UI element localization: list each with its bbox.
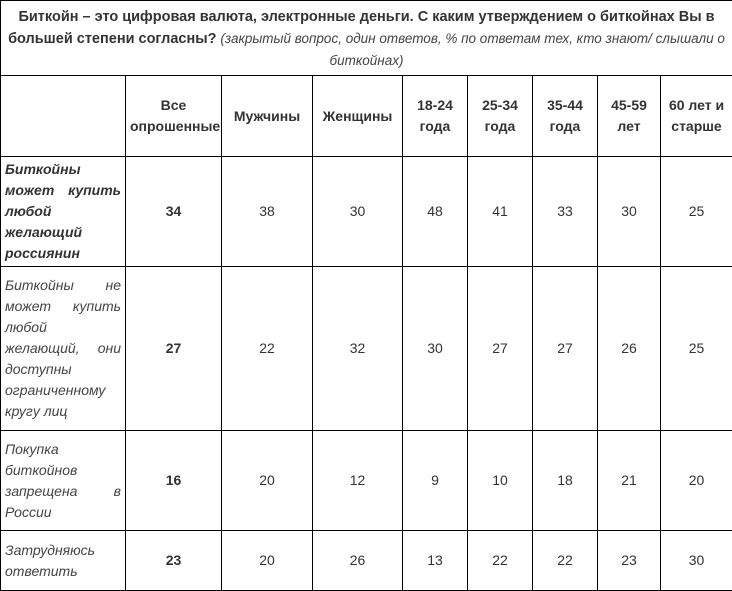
header-age-35-44: 35-44 года bbox=[533, 76, 598, 157]
cell-all: 23 bbox=[126, 531, 222, 591]
cell-all: 16 bbox=[126, 431, 222, 531]
cell-45-59: 30 bbox=[598, 157, 661, 267]
row-label: Биткойны может купить любой желающий россиянин bbox=[1, 157, 126, 267]
table-row bbox=[1, 267, 732, 431]
cell-men: 20 bbox=[222, 431, 313, 531]
cell-all: 34 bbox=[126, 157, 222, 267]
header-age-60-plus: 60 лет и старше bbox=[661, 76, 732, 157]
row-label: Покупка биткойнов запрещена в России bbox=[1, 431, 126, 531]
header-age-45-59: 45-59 лет bbox=[598, 76, 661, 157]
cell-women: 30 bbox=[313, 157, 403, 267]
title-row bbox=[1, 1, 732, 76]
header-age-18-24: 18-24 года bbox=[403, 76, 468, 157]
cell-45-59: 21 bbox=[598, 431, 661, 531]
cell-men: 22 bbox=[222, 267, 313, 431]
cell-60-plus: 25 bbox=[661, 267, 732, 431]
cell-18-24: 9 bbox=[403, 431, 468, 531]
cell-women: 32 bbox=[313, 267, 403, 431]
cell-60-plus: 30 bbox=[661, 531, 732, 591]
cell-45-59: 26 bbox=[598, 267, 661, 431]
header-women: Женщины bbox=[313, 76, 403, 157]
cell-35-44: 22 bbox=[533, 531, 598, 591]
cell-women: 26 bbox=[313, 531, 403, 591]
cell-25-34: 27 bbox=[468, 267, 533, 431]
table-row bbox=[1, 431, 732, 531]
cell-25-34: 41 bbox=[468, 157, 533, 267]
row-label: Биткойны не может купить любой желающий, они доступны ограниченному кругу лиц bbox=[1, 267, 126, 431]
cell-18-24: 30 bbox=[403, 267, 468, 431]
cell-18-24: 48 bbox=[403, 157, 468, 267]
cell-60-plus: 25 bbox=[661, 157, 732, 267]
cell-35-44: 18 bbox=[533, 431, 598, 531]
cell-45-59: 23 bbox=[598, 531, 661, 591]
cell-25-34: 10 bbox=[468, 431, 533, 531]
table-row bbox=[1, 157, 732, 267]
cell-men: 38 bbox=[222, 157, 313, 267]
cell-all: 27 bbox=[126, 267, 222, 431]
title-question: Биткойн – это цифровая валюта, электронные деньги. С каким утверждением о биткойнах Вы в большей степени согласны? bbox=[8, 9, 714, 47]
header-men: Мужчины bbox=[222, 76, 313, 157]
header-all-respondents: Все опрошенные bbox=[126, 76, 222, 157]
title-note: (закрытый вопрос, один ответов, % по ответам тех, кто знают/ слышали о биткойнах) bbox=[220, 31, 725, 68]
cell-25-34: 22 bbox=[468, 531, 533, 591]
cell-men: 20 bbox=[222, 531, 313, 591]
cell-60-plus: 20 bbox=[661, 431, 732, 531]
header-row bbox=[1, 76, 732, 157]
cell-18-24: 13 bbox=[403, 531, 468, 591]
table-row bbox=[1, 531, 732, 591]
row-label: Затрудняюсь ответить bbox=[1, 531, 126, 591]
cell-women: 12 bbox=[313, 431, 403, 531]
header-age-25-34: 25-34 года bbox=[468, 76, 533, 157]
table-title bbox=[1, 1, 732, 76]
cell-35-44: 27 bbox=[533, 267, 598, 431]
header-empty bbox=[1, 76, 126, 157]
cell-35-44: 33 bbox=[533, 157, 598, 267]
